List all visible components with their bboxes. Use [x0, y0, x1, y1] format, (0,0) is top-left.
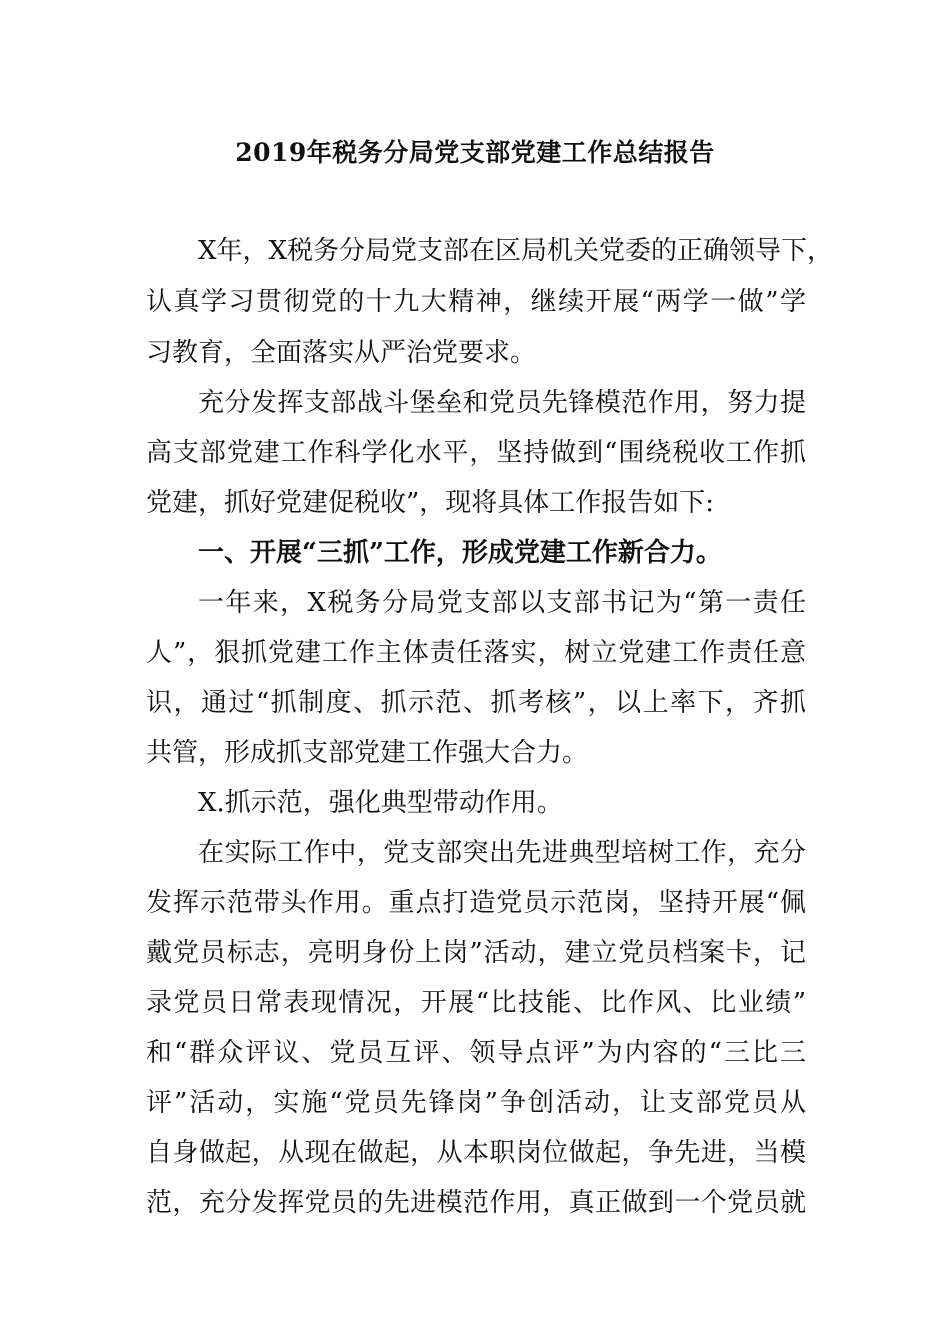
paragraph-line: X年，X税务分局党支部在区局机关党委的正确领导下， [198, 236, 834, 266]
paragraph-line: 充分发挥支部战斗堡垒和党员先锋模范作用，努力提 [198, 388, 806, 418]
paragraph-line: 范，充分发挥党员的先进模范作用，真正做到一个党员就 [146, 1188, 806, 1218]
section-heading: 一、开展“三抓”工作，形成党建工作新合力。 [198, 538, 722, 568]
paragraph-line: 一年来，X税务分局党支部以支部书记为“第一责任 [198, 588, 806, 618]
paragraph-line: 录党员日常表现情况，开展“比技能、比作风、比业绩” [146, 988, 806, 1018]
paragraph-line: 党建，抓好党建促税收”，现将具体工作报告如下: [146, 488, 715, 518]
paragraph-line: 高支部党建工作科学化水平，坚持做到“围绕税收工作抓 [146, 438, 806, 468]
paragraph-line: 人”，狠抓党建工作主体责任落实，树立党建工作责任意 [146, 638, 806, 668]
paragraph-line: 认真学习贯彻党的十九大精神，继续开展“两学一做”学 [146, 287, 806, 317]
paragraph-line: 识，通过“抓制度、抓示范、抓考核”，以上率下，齐抓 [146, 688, 806, 718]
paragraph-line: 共管，形成抓支部党建工作强大合力。 [146, 738, 589, 768]
paragraph-line: 在实际工作中，党支部突出先进典型培树工作，充分 [198, 838, 806, 868]
subsection-heading: X.抓示范，强化典型带动作用。 [198, 788, 563, 818]
document-title: 2019年税务分局党支部党建工作总结报告 [235, 138, 715, 167]
paragraph-line: 评”活动，实施“党员先锋岗”争创活动，让支部党员从 [146, 1088, 806, 1118]
paragraph-line: 习教育，全面落实从严治党要求。 [146, 338, 537, 368]
paragraph-line: 戴党员标志，亮明身份上岗”活动，建立党员档案卡，记 [146, 938, 806, 968]
paragraph-line: 和“群众评议、党员互评、领导点评”为内容的“三比三 [146, 1038, 806, 1068]
paragraph-line: 自身做起，从现在做起，从本职岗位做起，争先进，当模 [146, 1138, 806, 1168]
paragraph-line: 发挥示范带头作用。重点打造党员示范岗，坚持开展“佩 [146, 888, 806, 918]
